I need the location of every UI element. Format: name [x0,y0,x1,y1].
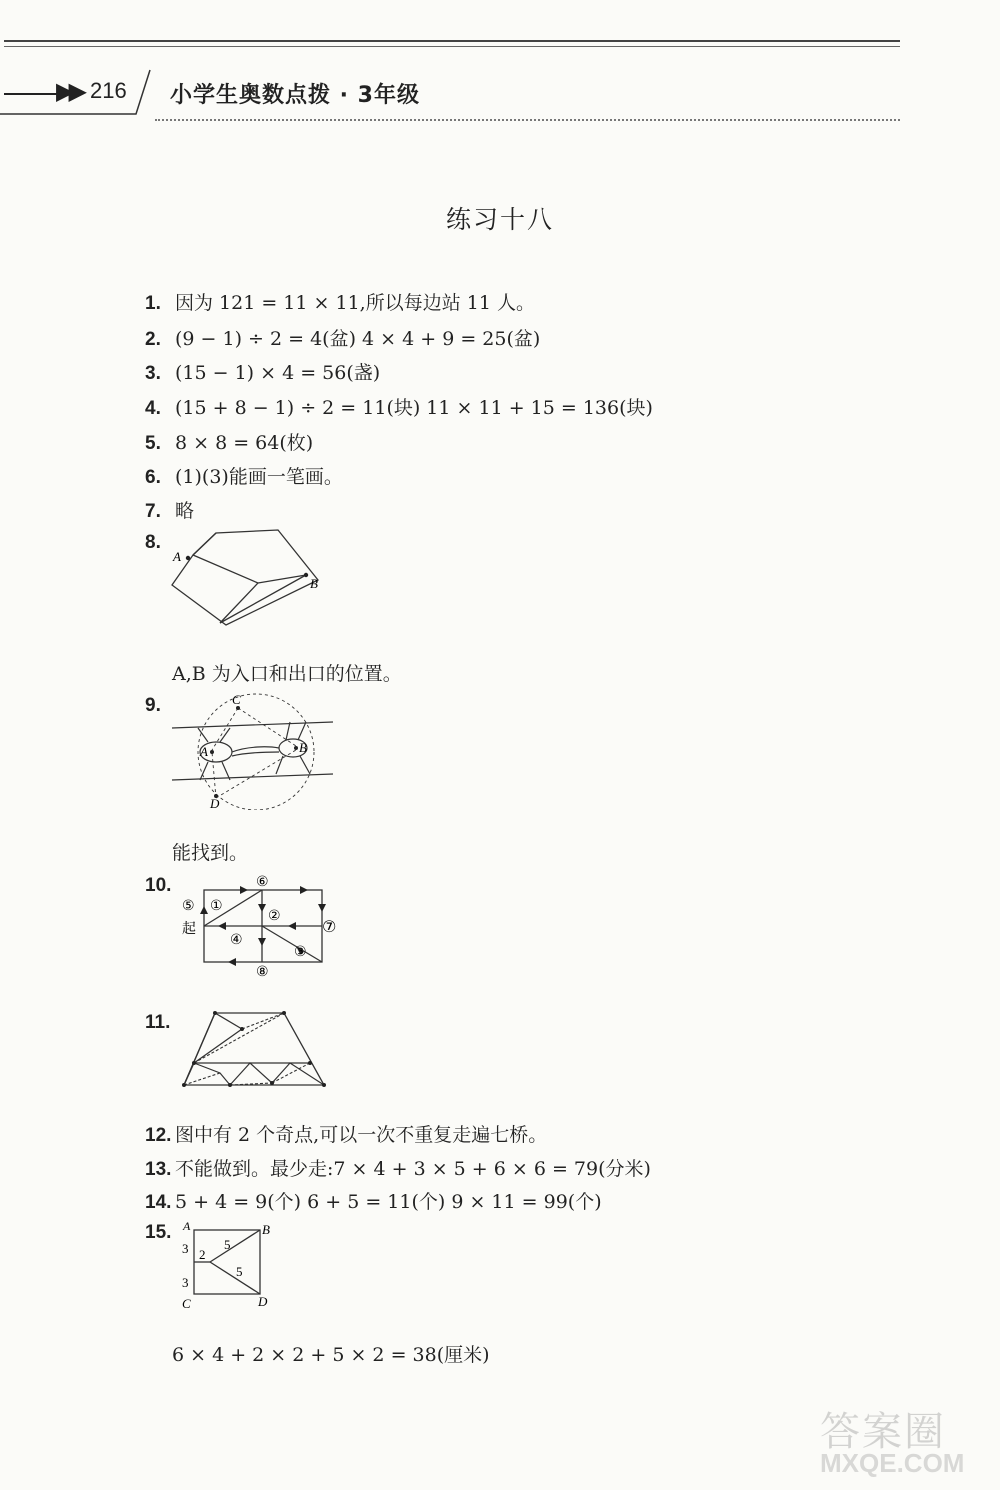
arrow-line [4,93,60,95]
answer-number: 11. [145,1012,171,1033]
label-a: A [173,549,181,564]
answer-number: 8. [145,532,161,553]
answer-4 [145,393,653,420]
circle-6: ⑥ [256,874,269,890]
label-a: A [200,744,208,759]
length-5-top: 5 [224,1237,231,1252]
answer-6 [145,462,343,489]
length-2: 2 [199,1247,206,1262]
answer-7 [145,496,194,523]
answer-14 [145,1187,602,1214]
answer-text: (1)(3)能画一笔画。 [175,466,343,488]
header-dotted-rule [155,119,900,121]
answer-number: 6. [145,467,161,488]
header-rule [4,40,900,42]
circle-7: ⑦ [322,917,337,936]
answer-number: 9. [145,695,161,716]
answer-number: 7. [145,501,161,522]
page-title: 练习十八 [445,205,554,234]
fig-8-diagram [168,525,338,635]
answer-2 [145,324,540,351]
fig-9-diagram [168,690,338,810]
answer-text: (9 − 1) ÷ 2 = 4(盆) 4 × 4 + 9 = 25(盆) [175,328,541,350]
answer-text: 8 × 8 = 64(枚) [175,432,314,454]
answer-text: (15 − 1) × 4 = 56(盏) [175,362,381,384]
answer-text: 因为 121 = 11 × 11,所以每边站 11 人。 [175,292,535,314]
fig-15-diagram [176,1218,286,1314]
watermark-logo: 答案圈 [820,1409,946,1455]
answer-text: 略 [175,500,195,522]
answer-number: 4. [145,398,161,419]
answer-number: 3. [145,363,161,384]
page-number: 216 [90,78,127,103]
double-arrow-icon: ▶▶ [56,77,81,105]
answer-number: 14. [145,1192,172,1213]
fig-10-diagram [178,872,348,980]
answer-10 [145,874,175,897]
answer-number: 5. [145,433,161,454]
circle-1: ① [210,898,223,914]
circle-2: ② [268,908,281,924]
answer-text: (15 + 8 − 1) ÷ 2 = 11(块) 11 × 11 + 15 = 136(块) [175,397,653,419]
answer-number: 12. [145,1125,172,1146]
answer-text: 5 + 4 = 9(个) 6 + 5 = 11(个) 9 × 11 = 99(个) [175,1191,602,1213]
circle-4: ④ [230,932,243,948]
page-tab [0,68,150,116]
answer-number: 1. [145,293,161,314]
answer-5 [145,428,313,455]
label-c: C [232,692,241,707]
label-b: B [310,576,318,591]
answer-number: 15. [145,1222,172,1243]
answer-11 [145,1011,175,1034]
circle-8: ⑧ [256,964,269,980]
answer-8-note: A,B 为入口和出口的位置。 [172,663,402,685]
answer-3 [145,358,380,385]
length-3-bottom: 3 [182,1275,189,1290]
watermark [820,1400,990,1480]
answer-number: 10. [145,875,172,896]
label-b: B [299,740,307,755]
answer-15 [145,1221,175,1244]
start-label: 起 [182,921,196,937]
circle-5: ⑤ [182,898,195,914]
answer-text: 图中有 2 个奇点,可以一次不重复走遍七桥。 [175,1124,548,1146]
answer-12 [145,1120,547,1147]
answer-text: 不能做到。最少走:7 × 4 + 3 × 5 + 6 × 6 = 79(分米) [175,1158,651,1180]
header-rule-thin [4,46,900,47]
label-b: B [262,1222,270,1237]
label-d: D [210,796,220,810]
answer-13 [145,1154,651,1181]
length-5-bottom: 5 [236,1264,243,1279]
label-d: D [258,1294,268,1309]
answer-15-note: 6 × 4 + 2 × 2 + 5 × 2 = 38(厘米) [172,1344,490,1366]
label-c: C [182,1296,191,1311]
fig-11-diagram [180,1005,330,1090]
answer-9-note: 能找到。 [172,842,249,864]
watermark-url: MXQE.COM [820,1448,965,1478]
book-title: 小学生奥数点拨 · 3年级 [170,83,420,108]
circle-3: ③ [294,944,307,960]
answer-number: 2. [145,329,161,350]
answer-number: 13. [145,1159,172,1180]
label-a: A [183,1219,191,1233]
length-3-top: 3 [182,1241,189,1256]
answer-1 [145,288,535,315]
